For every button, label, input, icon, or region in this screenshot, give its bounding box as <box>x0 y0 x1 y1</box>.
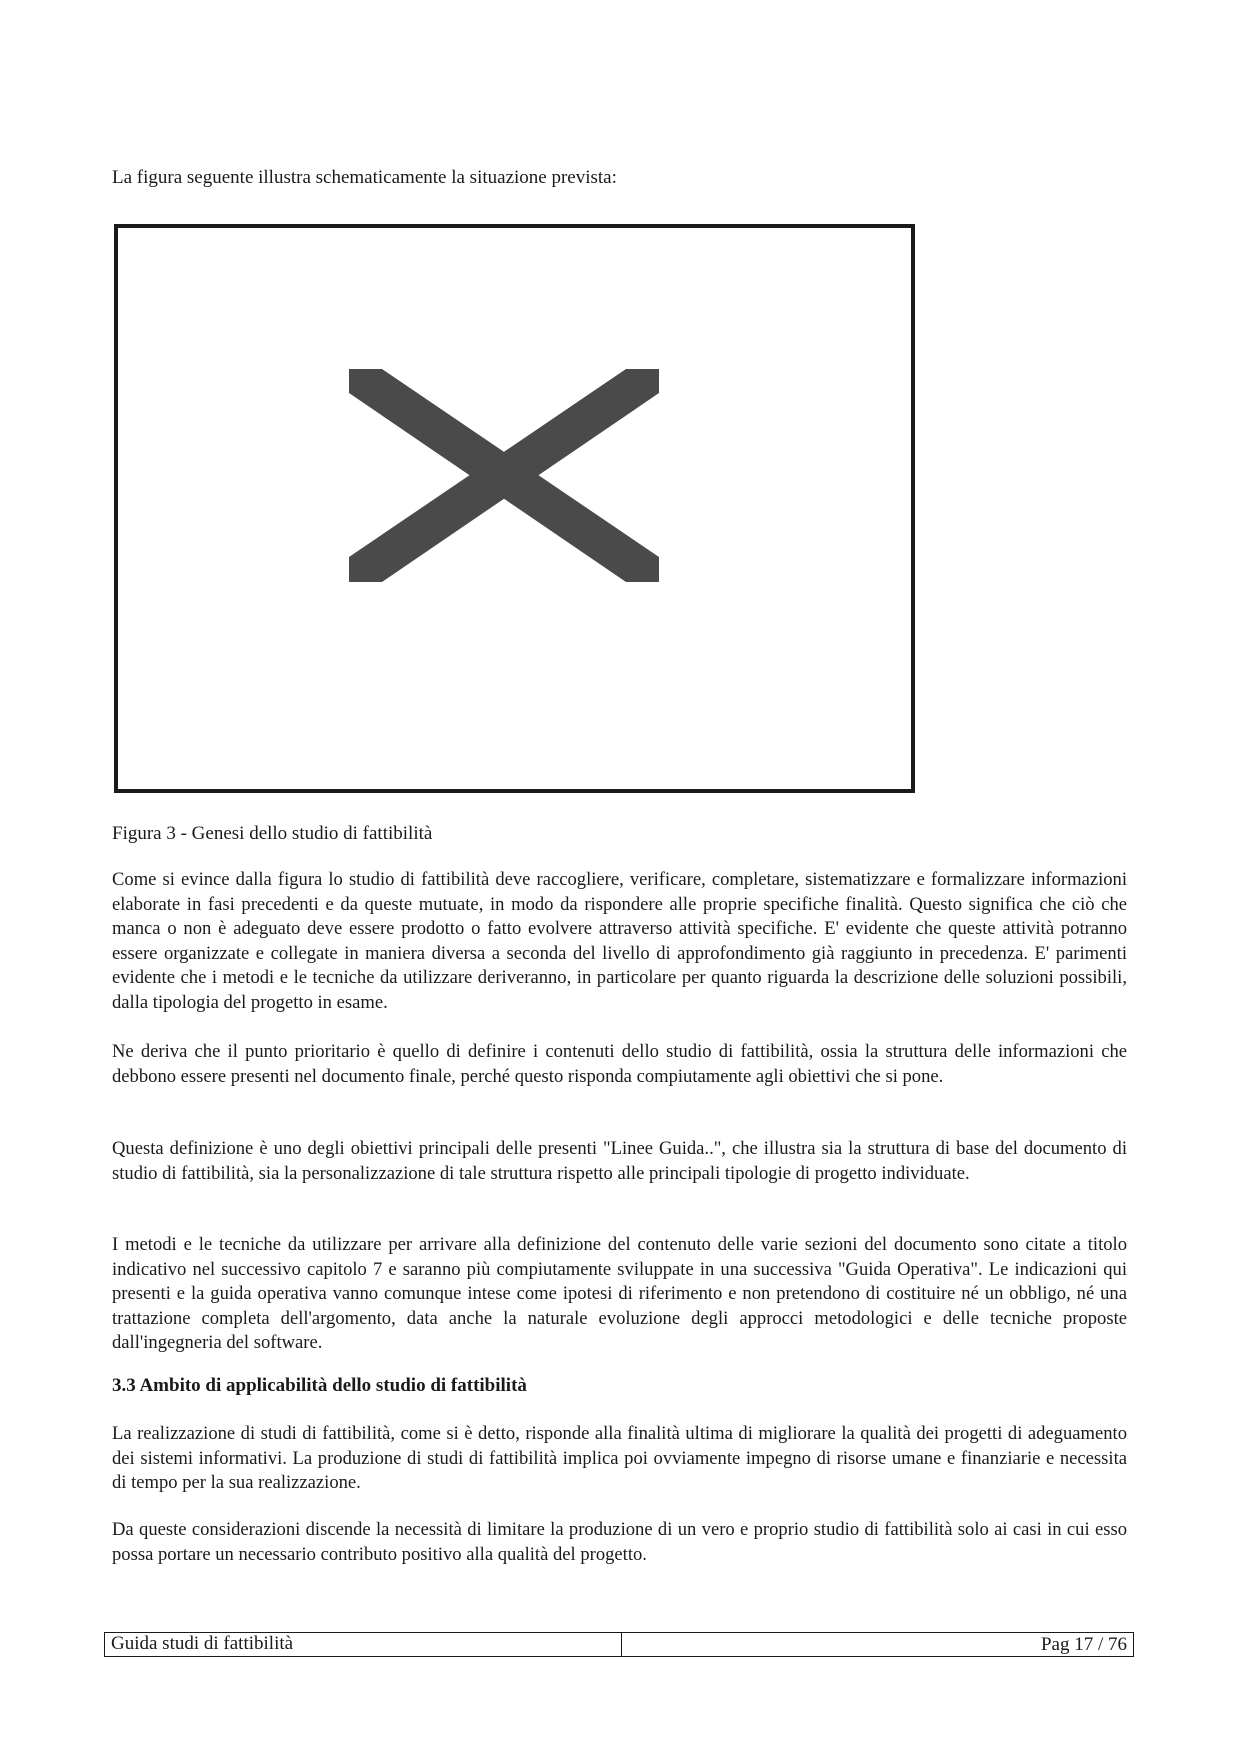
page-footer <box>104 1632 1134 1657</box>
paragraph-3: Questa definizione è uno degli obiettivi principali delle presenti "Linee Guida..", che illustra sia la struttura di base del documento di studio di fattibilità, sia la personalizzazione di tale struttura rispetto alle principali tipologie di progetto individuate. <box>112 1138 1127 1184</box>
footer-title: Guida studi di fattibilità <box>105 1633 622 1656</box>
intro-text: La figura seguente illustra schematicamente la situazione prevista: <box>112 167 617 188</box>
section-paragraph-2: Da queste considerazioni discende la necessità di limitare la produzione di un vero e proprio studio di fattibilità solo ai casi in cui esso possa portare un necessario contributo positivo alla qualità del progetto. <box>112 1519 1127 1565</box>
paragraph-2: Ne deriva che il punto prioritario è quello di definire i contenuti dello studio di fattibilità, ossia la struttura delle informazioni che debbono essere presenti nel documento finale, perché questo risponda compiutamente agli obiettivi che si pone. <box>112 1041 1127 1087</box>
section-paragraph-1: La realizzazione di studi di fattibilità, come si è detto, risponde alla finalità ultima di migliorare la qualità dei progetti di adeguamento dei sistemi informativi. La produzione di studi di fattibilità implica poi ovviamente impegno di risorse umane e finanziarie e necessita di tempo per la sua realizzazione. <box>112 1423 1127 1493</box>
figure-placeholder <box>114 224 915 793</box>
page-number: Pag 17 / 76 <box>1040 1633 1127 1655</box>
section-heading: 3.3 Ambito di applicabilità dello studio di fattibilità <box>112 1375 527 1396</box>
missing-image-placeholder-icon <box>118 228 911 789</box>
figure-caption: Figura 3 - Genesi dello studio di fattibilità <box>112 823 433 844</box>
paragraph-4: I metodi e le tecniche da utilizzare per arrivare alla definizione del contenuto delle varie sezioni del documento sono citate a titolo indicativo nel successivo capitolo 7 e saranno più compiutamente sviluppate in una successiva "Guida Operativa". Le indicazioni qui presenti e la guida operativa vanno comunque intese come ipotesi di riferimento e non pretendono di costituire né un obbligo, né una trattazione completa dell'argomento, data anche la naturale evoluzione degli approcci metodologici e delle tecniche proposte dall'ingegneria del software. <box>112 1234 1127 1353</box>
paragraph-1: Come si evince dalla figura lo studio di fattibilità deve raccogliere, verificare, completare, sistematizzare e formalizzare informazioni elaborate in fasi precedenti e da queste mutuate, in modo da rispondere alle proprie specifiche finalità. Questo significa che ciò che manca o non è adeguato deve essere prodotto o fatto evolvere attraverso attività specifiche. E' evidente che queste attività potranno essere organizzate e collegate in maniera diversa a seconda del livello di approfondimento già raggiunto in precedenza. E' parimenti evidente che i metodi e le tecniche da utilizzare deriveranno, in particolare per quanto riguarda la descrizione delle soluzioni possibili, dalla tipologia del progetto in esame. <box>112 869 1127 1013</box>
